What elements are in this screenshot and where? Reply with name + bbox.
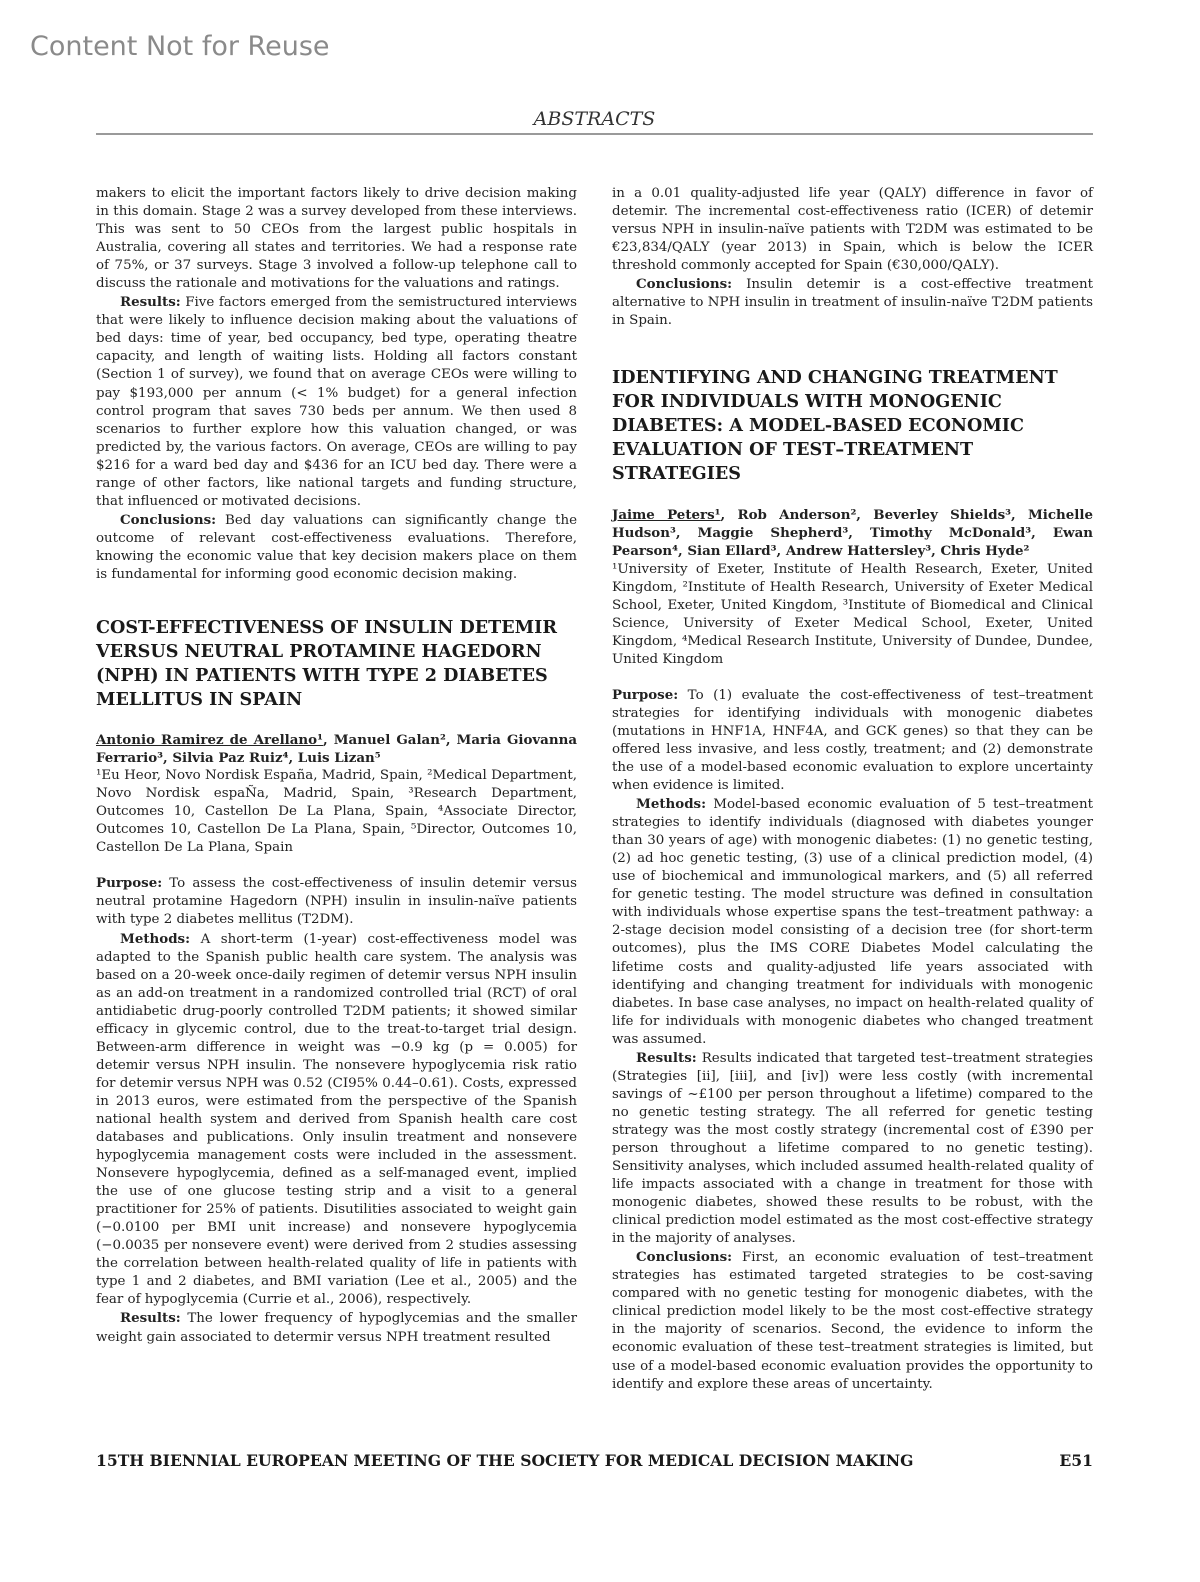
article-title: COST-EFFECTIVENESS OF INSULIN DETEMIR VERSUS NEUTRAL PROTAMINE HAGEDORN (NPH) IN PATIENTS WITH TYPE 2 DIABETES MELLITUS IN SPAIN <box>96 617 557 711</box>
running-head: ABSTRACTS <box>533 108 656 130</box>
header-rule <box>96 133 1093 135</box>
watermark: Content Not for Reuse <box>30 31 330 62</box>
conclusions-paragraph <box>96 511 577 584</box>
author-list <box>96 731 577 767</box>
section-lead: Conclusions: <box>120 511 217 528</box>
continued-paragraph: in a 0.01 quality-adjusted life year (QALY) difference in favor of detemir. The incremental cost-effectiveness ratio (ICER) of detemir versus NPH in insulin-naïve patients with T2DM was estimated to be €23,834/QALY (year 2013) in Spain, which is below the ICER threshold commonly accepted for Spain (€30,000/QALY). <box>612 186 1093 274</box>
section-lead: Results: <box>120 1310 181 1327</box>
section-lead: Purpose: <box>96 875 163 892</box>
conclusions-paragraph <box>612 275 1093 330</box>
affiliations: ¹Eu Heor, Novo Nordisk España, Madrid, Spain, ²Medical Department, Novo Nordisk espaÑa, Madrid, Spain, ³Research Department, Outcomes 10, Castellon De La Plana, Spain, ⁴Associate Director, Outcomes 10, Castellon De La Plana, Spain, ⁵Director, Outcomes 10, Castellon De La Plana, Spain <box>96 768 577 856</box>
left-column <box>96 185 577 1347</box>
section-lead: Methods: <box>120 930 191 947</box>
conclusions-paragraph <box>612 1248 1093 1393</box>
section-lead: Results: <box>636 1049 697 1066</box>
section-lead: Methods: <box>636 796 707 813</box>
purpose-paragraph <box>612 686 1093 795</box>
results-paragraph <box>96 1309 577 1346</box>
affiliations: ¹University of Exeter, Institute of Health Research, Exeter, United Kingdom, ²Institute of Health Research, University of Exeter Medical School, Exeter, United Kingdom, ³Institute of Biomedical and Clinical Science, University of Exeter Medical School, Exeter, United Kingdom, ⁴Medical Research Institute, University of Dundee, Dundee, United Kingdom <box>612 561 1093 667</box>
purpose-paragraph <box>96 874 577 929</box>
methods-paragraph <box>612 795 1093 1049</box>
right-column <box>612 185 1093 1394</box>
meeting-name: 15TH BIENNIAL EUROPEAN MEETING OF THE SOCIETY FOR MEDICAL DECISION MAKING <box>96 1451 914 1470</box>
section-text: Bed day valuations can significantly change the outcome of relevant cost-effectiveness evaluations. Therefore, knowing the economic value that key decision makers place on them is fundamental for informing good economic decision making. <box>96 512 577 582</box>
results-paragraph <box>612 1049 1093 1249</box>
continued-paragraph: makers to elicit the important factors likely to drive decision making in this domain. Stage 2 was a survey developed from these interviews. This was sent to 50 CEOs from the largest public hospitals in Australia, covering all states and territories. We had a response rate of 75%, or 37 surveys. Stage 3 involved a follow-up telephone call to discuss the rationale and motivations for the valuations and ratings. <box>96 186 577 292</box>
page-number: E51 <box>1059 1451 1093 1470</box>
section-lead: Conclusions: <box>636 1249 733 1266</box>
section-text: To assess the cost-effectiveness of insulin detemir versus neutral protamine Hagedorn (NPH) insulin in insulin-naïve patients with type 2 diabetes mellitus (T2DM). <box>96 876 577 928</box>
section-text: Results indicated that targeted test–treatment strategies (Strategies [ii], [iii], and [iv]) were less costly (with incremental savings of ~£100 per person throughout a lifetime) compared to the no genetic testing strategy. The all referred for genetic testing strategy was the most costly strategy (incremental cost of £390 per person throughout a lifetime compared to no genetic testing). Sensitivity analyses, which included assumed health-related quality of life impacts associated with a change in treatment for those with monogenic diabetes, showed these results to be robust, with the clinical prediction model estimated as the most cost-effective strategy in the majority of analyses. <box>612 1050 1093 1247</box>
page-footer <box>96 1451 1093 1470</box>
results-paragraph <box>96 293 577 511</box>
section-lead: Results: <box>120 294 181 311</box>
methods-paragraph <box>96 930 577 1310</box>
section-text: First, an economic evaluation of test–treatment strategies has estimated targeted strategies to be cost-saving compared with no genetic testing for monogenic diabetes, with the clinical prediction model likely to be the most cost-effective strategy in the majority of scenarios. Second, the evidence to inform the economic evaluation of these test–treatment strategies is limited, but use of a model-based economic evaluation provides the opportunity to identify and explore these areas of uncertainty. <box>612 1250 1093 1392</box>
section-text: The lower frequency of hypoglycemias and the smaller weight gain associated to determir versus NPH treatment resulted <box>96 1311 577 1345</box>
coauthors: , Rob Anderson², Beverley Shields³, Michelle Hudson³, Maggie Shepherd³, Timothy McDonald³, Ewan Pearson⁴, Sian Ellard³, Andrew Hattersley³, Chris Hyde² <box>612 507 1093 560</box>
coauthors: , Manuel Galan², Maria Giovanna Ferrario³, Silvia Paz Ruiz⁴, Luis Lizan⁵ <box>96 732 578 767</box>
section-lead: Conclusions: <box>636 276 733 293</box>
author-list <box>612 506 1093 560</box>
article-title: IDENTIFYING AND CHANGING TREATMENT FOR INDIVIDUALS WITH MONOGENIC DIABETES: A MODEL-BASED ECONOMIC EVALUATION OF TEST–TREATMENT STRATEGIES <box>612 367 1058 485</box>
section-text: To (1) evaluate the cost-effectiveness of test–treatment strategies for identifying individuals with monogenic diabetes (mutations in HNF1A, HNF4A, and GCK genes) so that they can be offered less invasive, and less costly, treatment; and (2) demonstrate the use of a model-based economic evaluation to explore uncertainty when evidence is limited. <box>612 687 1093 794</box>
section-text: Insulin detemir is a cost-effective treatment alternative to NPH insulin in treatment of insulin-naïve T2DM patients in Spain. <box>612 277 1093 329</box>
section-text: A short-term (1-year) cost-effectiveness model was adapted to the Spanish public health care system. The analysis was based on a 20-week once-daily regimen of detemir versus NPH insulin as an add-on treatment in a randomized controlled trial (RCT) of oral antidiabetic drug-poorly controlled T2DM patients; it showed similar efficacy in glycemic control, due to the treat-to-target trial design. Between-arm difference in weight was −0.9 kg (p = 0.005) for detemir versus NPH insulin. The nonsevere hypoglycemia risk ratio for detemir versus NPH was 0.52 (CI95% 0.44–0.61). Costs, expressed in 2013 euros, were estimated from the perspective of the Spanish national health system and derived from Spanish health care cost databases and publications. Only insulin treatment and nonsevere hypoglycemia management costs were included in the assessment. Nonsevere hypoglycemia, defined as a self-managed event, implied the use of one glucose testing strip and a visit to a general practitioner for 25% of patients. Disutilities associated to weight gain (−0.0100 per BMI unit increase) and nonsevere hypoglycemia (−0.0035 per nonsevere event) were derived from 2 studies assessing the correlation between health-related quality of life in patients with type 1 and 2 diabetes, and BMI variation (Lee et al., 2005) and the fear of hypoglycemia (Currie et al., 2006), respectively. <box>96 931 577 1308</box>
section-lead: Purpose: <box>612 686 679 703</box>
presenting-author: Antonio Ramirez de Arellano¹ <box>96 732 323 749</box>
presenting-author: Jaime Peters¹ <box>612 507 721 524</box>
section-text: Model-based economic evaluation of 5 test–treatment strategies to identify individuals (diagnosed with diabetes younger than 30 years of age) with monogenic diabetes: (1) no genetic testing, (2) ad hoc genetic testing, (3) use of a clinical prediction model, (4) use of biochemical and immunological markers, and (5) all referred for genetic testing. The model structure was defined in consultation with individuals whose expertise spans the test–treatment pathway: a 2-stage decision model consisting of a decision tree (for short-term outcomes), plus the IMS CORE Diabetes Model calculating the lifetime costs and quality-adjusted life years associated with identifying and changing treatment for individuals with monogenic diabetes. In base case analyses, no impact on health-related quality of life for individuals with monogenic diabetes who changed treatment was assumed. <box>612 797 1093 1047</box>
section-text: Five factors emerged from the semistructured interviews that were likely to influence decision making about the valuations of bed days: time of year, bed occupancy, bed type, operating theatre capacity, and length of waiting lists. Holding all factors constant (Section 1 of survey), we found that on average CEOs were willing to pay $193,000 per annum (< 1% budget) for a general infection control program that saves 730 beds per annum. We then used 8 scenarios to further explore how this valuation changed, or was predicted by, the various factors. On average, CEOs are willing to pay $216 for a ward bed day and $436 for an ICU bed day. There were a range of other factors, like national targets and funding structure, that influenced or motivated decisions. <box>96 295 577 509</box>
